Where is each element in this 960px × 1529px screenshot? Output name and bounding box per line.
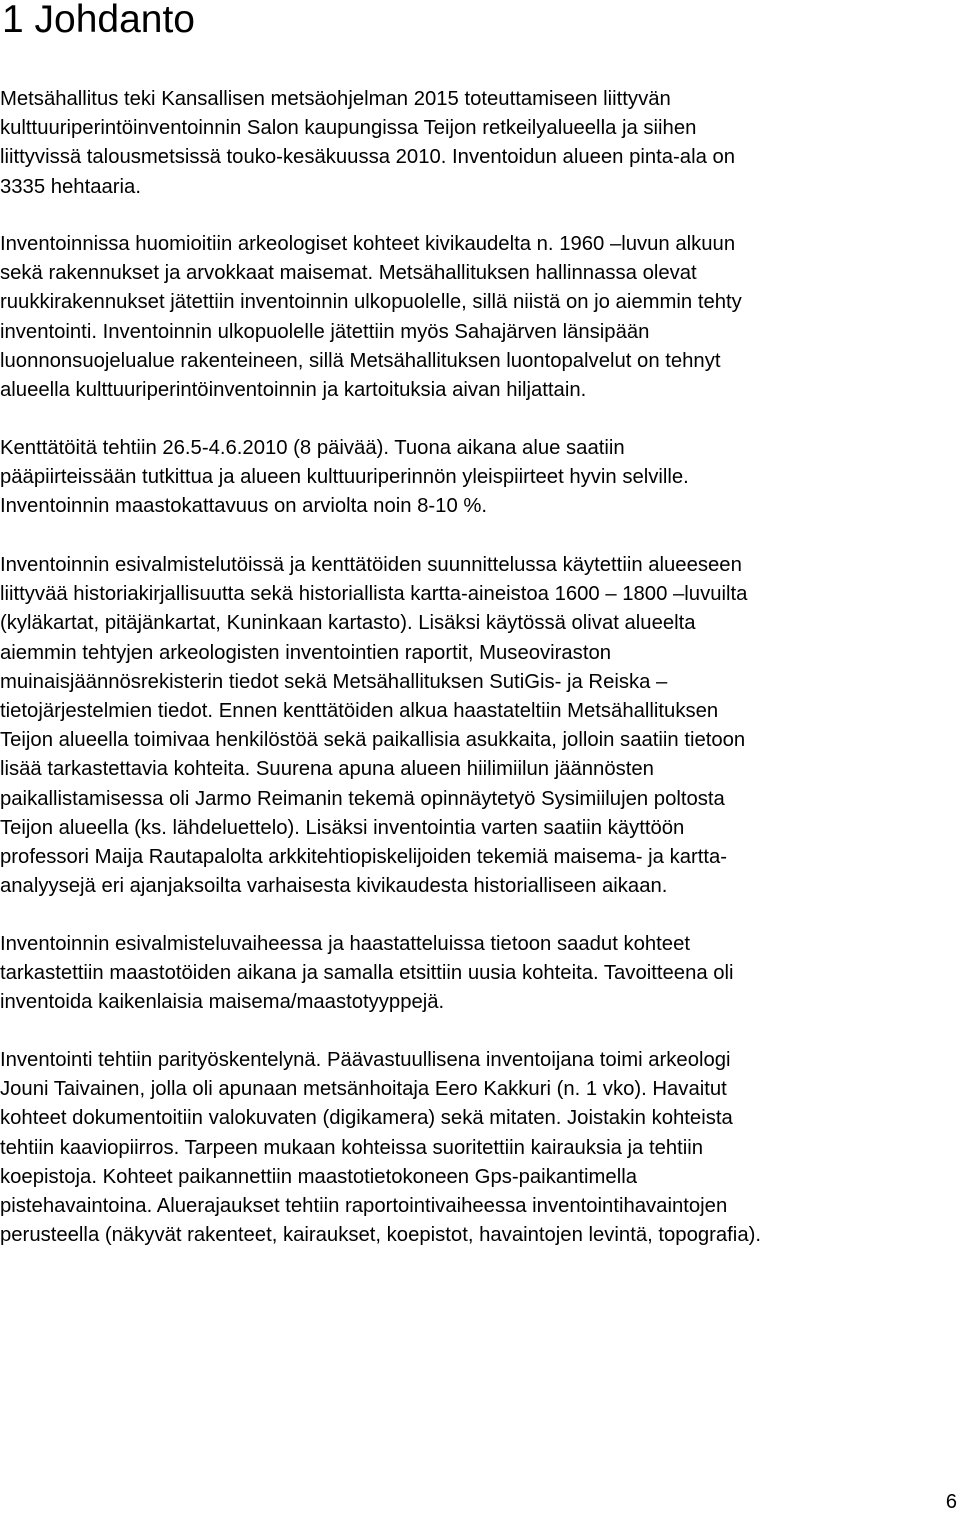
page-number: 6 (945, 1491, 957, 1513)
text-line: Metsähallitus teki Kansallisen metsäohjelman 2015 toteuttamiseen liittyvän (0, 88, 671, 110)
text-line: analyysejä eri ajanjaksoilta varhaisesta kivikaudesta historialliseen aikaan. (0, 875, 668, 898)
paragraph-preparation (0, 930, 734, 1018)
text-line: Inventoinnin esivalmisteluvaiheessa ja haastatteluissa tietoon saadut kohteet (0, 933, 690, 955)
text-line: kulttuuriperintöinventoinnin Salon kaupungissa Teijon retkeilyalueella ja siihen (0, 117, 697, 140)
text-line: muinaisjäännösrekisterin tiedot sekä Metsähallituksen SutiGis- ja Reiska – (0, 670, 668, 693)
text-line: ruukkirakennukset jätettiin inventoinnin ulkopuolelle, sillä niistä on jo aiemmin tehty (0, 291, 742, 314)
text-line: aiemmin tehtyjen arkeologisten inventointien raportit, Museoviraston (0, 641, 612, 664)
paragraph-sources (0, 551, 747, 901)
text-line: 3335 hehtaaria. (0, 175, 141, 198)
page-title: 1 Johdanto (2, 0, 196, 41)
paragraph-fieldwork (0, 434, 689, 522)
text-line: Inventointi tehtiin parityöskentelynä. Päävastuullisena inventoijana toimi arkeologi (0, 1049, 731, 1071)
text-line: liittyvissä talousmetsissä touko-kesäkuussa 2010. Inventoidun alueen pinta-ala on (0, 146, 736, 169)
text-line: Jouni Taivainen, jolla oli apunaan metsänhoitaja Eero Kakkuri (n. 1 vko). Havaitut (0, 1078, 727, 1101)
text-line: Inventoinnin esivalmistelutöissä ja kenttätöiden suunnittelussa käytettiin alueeseen (0, 554, 742, 576)
text-line: kohteet dokumentoitiin valokuvaten (digikamera) sekä mitaten. Joistakin kohteista (0, 1107, 733, 1130)
text-line: professori Maija Rautapalolta arkkitehtiopiskelijoiden tekemiä maisema- ja kartta- (0, 846, 728, 869)
text-line: lisää tarkastettavia kohteita. Suurena apuna alueen hiilimiilun jäännösten (0, 758, 654, 781)
text-line: Kenttätöitä tehtiin 26.5-4.6.2010 (8 päivää). Tuona aikana alue saatiin (0, 437, 625, 459)
text-line: perusteella (näkyvät rakenteet, kairaukset, koepistot, havaintojen levintä, topografia). (0, 1224, 761, 1247)
text-line: tehtiin kaaviopiirros. Tarpeen mukaan kohteissa suoritettiin kairauksia ja tehtiin (0, 1136, 704, 1159)
text-line: alueella kulttuuriperintöinventoinnin ja kartoituksia aivan hiljattain. (0, 379, 587, 402)
paragraph-scope (0, 230, 742, 405)
text-line: Inventoinnin maastokattavuus on arviolta noin 8-10 %. (0, 495, 488, 518)
text-line: liittyvää historiakirjallisuutta sekä historiallista kartta-aineistoa 1600 – 1800 –luvuilta (0, 583, 748, 606)
text-line: Teijon alueella (ks. lähdeluettelo). Lisäksi inventointia varten saatiin käyttöön (0, 816, 685, 839)
text-line: Teijon alueella toimivaa henkilöstöä sekä paikallisia asukkaita, jolloin saatiin tietoon (0, 729, 746, 752)
paragraph-methods (0, 1046, 761, 1250)
text-line: luonnonsuojelualue rakenteineen, sillä Metsähallituksen luontopalvelut on tehnyt (0, 349, 721, 372)
paragraph-intro (0, 85, 735, 202)
text-line: koepistoja. Kohteet paikannettiin maastotietokoneen Gps-paikantimella (0, 1165, 637, 1188)
text-line: pistehavaintoina. Aluerajaukset tehtiin raportointivaiheessa inventointihavaintojen (0, 1195, 728, 1218)
text-line: tarkastettiin maastotöiden aikana ja samalla etsittiin uusia kohteita. Tavoitteena oli (0, 962, 734, 985)
text-line: sekä rakennukset ja arvokkaat maisemat. Metsähallituksen hallinnassa olevat (0, 262, 697, 285)
text-line: Inventoinnissa huomioitiin arkeologiset kohteet kivikaudelta n. 1960 –luvun alkuun (0, 233, 736, 255)
text-line: tietojärjestelmien tiedot. Ennen kenttätöiden alkua haastateltiin Metsähallituksen (0, 700, 719, 723)
text-line: inventointi. Inventoinnin ulkopuolelle jätettiin myös Sahajärven länsipään (0, 320, 650, 343)
text-line: paikallistamisessa oli Jarmo Reimanin tekemä opinnäytetyö Sysimiilujen poltosta (0, 787, 725, 810)
text-line: pääpiirteissään tutkittua ja alueen kulttuuriperinnön yleispiirteet hyvin selville. (0, 466, 689, 489)
text-line: inventoida kaikenlaisia maisema/maastotyyppejä. (0, 991, 445, 1014)
text-line: (kyläkartat, pitäjänkartat, Kuninkaan kartasto). Lisäksi käytössä olivat alueelta (0, 612, 696, 635)
